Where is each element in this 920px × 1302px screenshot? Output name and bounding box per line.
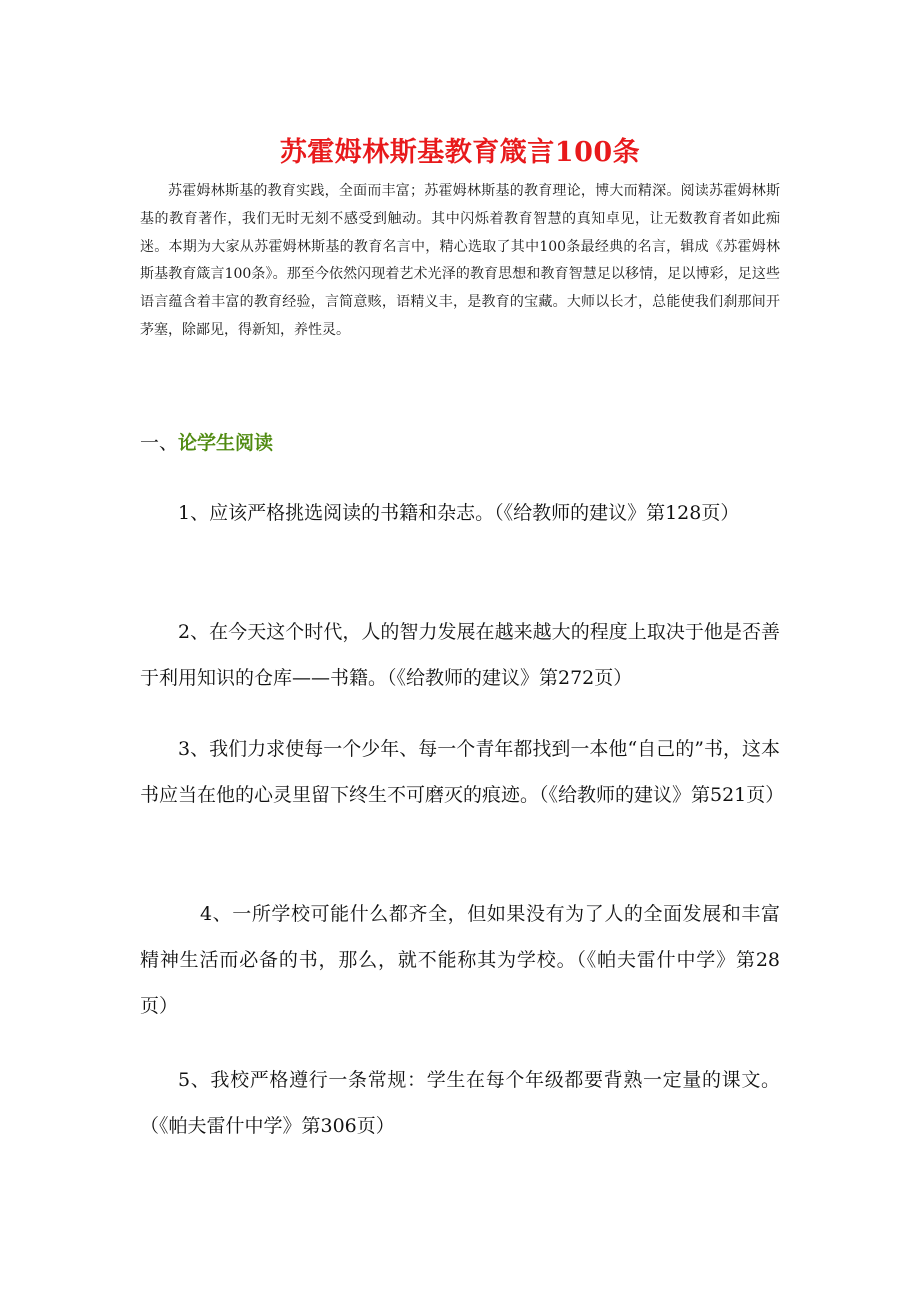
- quote-item: 1、应该严格挑选阅读的书籍和杂志。（《给教师的建议》第128页）: [178, 502, 740, 524]
- quote-item: 2、在今天这个时代，人的智力发展在越来越大的程度上取决于他是否善于利用知识的仓库——书籍。（《给教师的建议》第272页）: [140, 621, 780, 689]
- section-number: 一、: [140, 432, 179, 454]
- intro-paragraph: 苏霍姆林斯基的教育实践，全面而丰富；苏霍姆林斯基的教育理论，博大而精深。阅读苏霍姆林斯基的教育著作，我们无时无刻不感受到触动。其中闪烁着教育智慧的真知卓见，让无数教育者如此痴迷。本期为大家从苏霍姆林斯基的教育名言中，精心选取了其中100条最经典的名言，辑成《苏霍姆林斯基教育箴言100条》。那至今依然闪现着艺术光泽的教育思想和教育智慧足以移情，足以博彩，足这些语言蕴含着丰富的教育经验，言简意赅，语精义丰，是教育的宝藏。大师以长才，总能使我们刹那间开茅塞，除鄙见，得新知，养性灵。: [140, 183, 780, 338]
- quote-item: 3、我们力求使每一个少年、每一个青年都找到一本他“自己的”书，这本书应当在他的心灵里留下终生不可磨灭的痕迹。（《给教师的建议》第521页）: [140, 738, 785, 806]
- document-title: 苏霍姆林斯基教育箴言100条: [279, 137, 641, 169]
- quote-item: 5、我校严格遵行一条常规：学生在每个年级都要背熟一定量的课文。（《帕夫雷什中学》第306页）: [140, 1069, 780, 1137]
- quote-item: 4、一所学校可能什么都齐全，但如果没有为了人的全面发展和丰富精神生活而必备的书，那么，就不能称其为学校。（《帕夫雷什中学》第28页）: [140, 903, 780, 1017]
- section-heading: [140, 426, 273, 460]
- section-label: 论学生阅读: [178, 432, 274, 454]
